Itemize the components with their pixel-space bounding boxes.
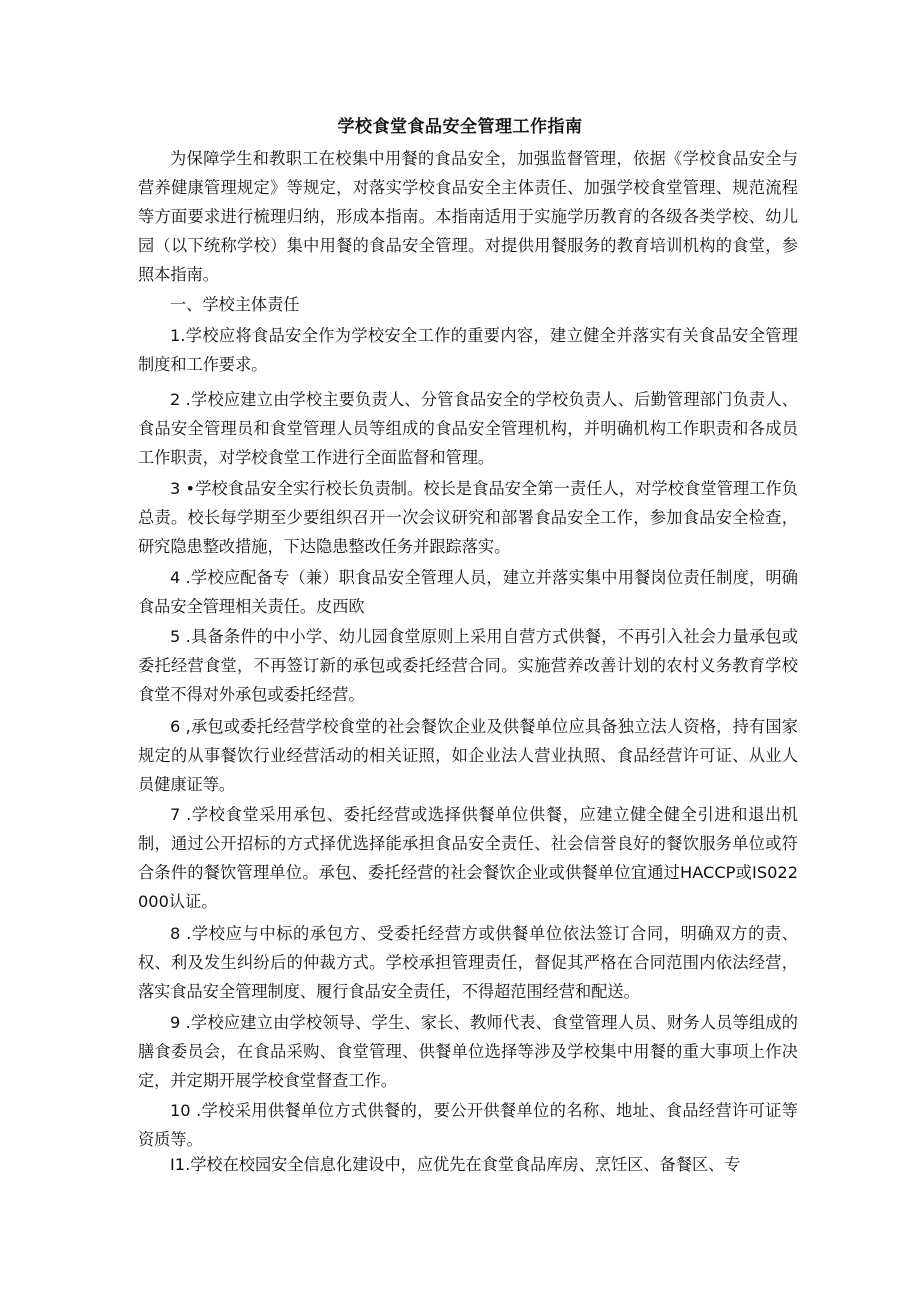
document-title: 学校食堂食品安全管理工作指南 xyxy=(337,117,583,137)
section-heading: 一、学校主体责任 xyxy=(170,295,300,314)
list-item: 3 •学校食品安全实行校长负责制。校长是食品安全第一责任人，对学校食堂管理工作负总责。校长每学期至少要组织召开一次会议研究和部署食品安全工作，参加食品安全检查，研究隐患整改措施，下达隐患整改任务并跟踪落实。 xyxy=(138,479,798,556)
list-item: 6 ,承包或委托经营学校食堂的社会餐饮企业及供餐单位应具备独立法人资格，持有国家规定的从事餐饮行业经营活动的相关证照，如企业法人营业执照、食品经营许可证、从业人员健康证等。 xyxy=(138,717,798,794)
list-item: 1.学校应将食品安全作为学校安全工作的重要内容，建立健全并落实有关食品安全管理制度和工作要求。 xyxy=(138,326,798,374)
list-item: 5 .具备条件的中小学、幼儿园食堂原则上采用自营方式供餐，不再引入社会力量承包或委托经营食堂，不再签订新的承包或委托经营合同。实施营养改善计划的农村义务教育学校食堂不得对外承包或委托经营。 xyxy=(138,627,798,704)
list-item: 8 .学校应与中标的承包方、受委托经营方或供餐单位依法签订合同，明确双方的责、权、利及发生纠纷后的仲裁方式。学校承担管理责任，督促其严格在合同范围内依法经营，落实食品安全管理制度、履行食品安全责任，不得超范围经营和配送。 xyxy=(138,924,798,1001)
list-item: 10 .学校采用供餐单位方式供餐的，要公开供餐单位的名称、地址、食品经营许可证等资质等。 xyxy=(138,1101,798,1149)
list-item: 7 .学校食堂采用承包、委托经营或选择供餐单位供餐，应建立健全健全引进和退出机制，通过公开招标的方式择优选择能承担食品安全责任、社会信誉良好的餐饮服务单位或符合条件的餐饮管理单位。承包、委托经营的社会餐饮企业或供餐单位宜通过HACCP或IS022000认证。 xyxy=(138,805,798,911)
list-item: I1.学校在校园安全信息化建设中，应优先在食堂食品库房、烹饪区、备餐区、专 xyxy=(170,1155,741,1174)
list-item: 2 .学校应建立由学校主要负责人、分管食品安全的学校负责人、后勤管理部门负责人、食品安全管理员和食堂管理人员等组成的食品安全管理机构，并明确机构工作职责和各成员工作职责，对学校食堂工作进行全面监督和管理。 xyxy=(138,390,798,467)
intro-paragraph: 为保障学生和教职工在校集中用餐的食品安全，加强监督管理，依据《学校食品安全与营养健康管理规定》等规定，对落实学校食品安全主体责任、加强学校食堂管理、规范流程等方面要求进行梳理归纳，形成本指南。本指南适用于实施学历教育的各级各类学校、幼儿园（以下统称学校）集中用餐的食品安全管理。对提供用餐服务的教育培训机构的食堂，参照本指南。 xyxy=(138,149,798,284)
list-item: 4 .学校应配备专（兼）职食品安全管理人员，建立并落实集中用餐岗位责任制度，明确食品安全管理相关责任。皮西欧 xyxy=(138,568,798,616)
list-item: 9 .学校应建立由学校领导、学生、家长、教师代表、食堂管理人员、财务人员等组成的膳食委员会，在食品采购、食堂管理、供餐单位选择等涉及学校集中用餐的重大事项上作决定，并定期开展学校食堂督查工作。 xyxy=(138,1013,798,1090)
